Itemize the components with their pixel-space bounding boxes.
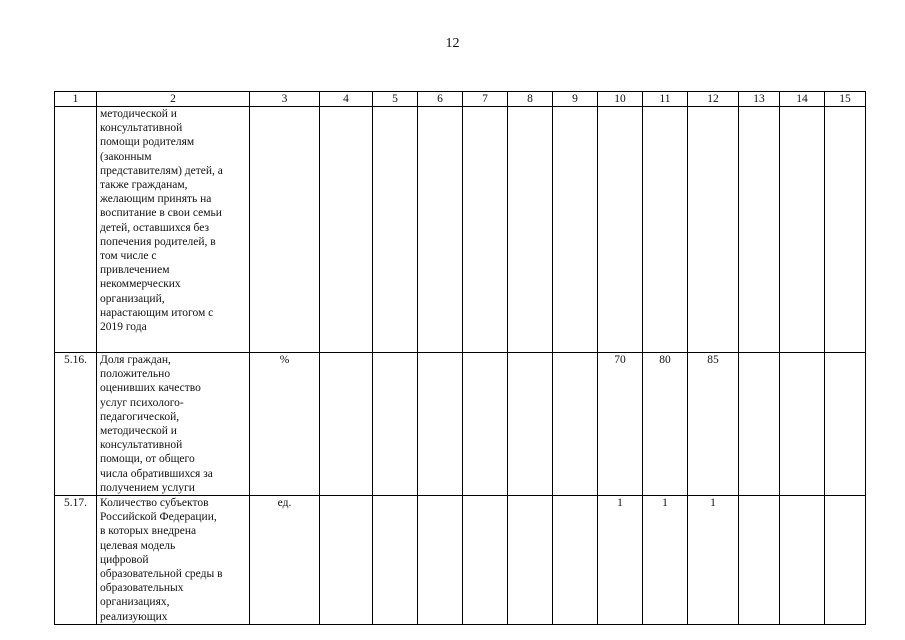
value-cell (553, 353, 598, 496)
header-cell: 11 (643, 92, 688, 107)
indicator-name-line: реализующих (100, 610, 168, 623)
indicator-name-line: 2019 года (100, 321, 147, 334)
row-number: 5.17. (55, 496, 97, 625)
value-cell (825, 353, 866, 496)
indicator-name-line: также гражданам, (100, 179, 188, 192)
value-cell (598, 107, 643, 353)
value-cell (463, 353, 508, 496)
value-cell (508, 107, 553, 353)
value-cell (373, 353, 418, 496)
indicator-name-line: получением услуги (100, 481, 195, 494)
indicator-name-line: Доля граждан, (100, 354, 171, 366)
indicator-table (54, 91, 866, 625)
header-cell: 2 (97, 92, 250, 107)
value-cell (825, 496, 866, 625)
value-cell (320, 107, 373, 353)
value-cell: 85 (688, 353, 739, 496)
indicator-name-line: помощи родителям (100, 136, 195, 149)
indicator-name-line: педагогической, (100, 410, 180, 423)
page-number: 12 (445, 36, 460, 51)
value-cell (739, 353, 780, 496)
value-cell (780, 107, 825, 353)
indicator-name (97, 107, 250, 353)
value-cell: 70 (598, 353, 643, 496)
indicator-name-line: желающим принять на (100, 193, 212, 206)
header-cell: 1 (55, 92, 97, 107)
value-cell (418, 496, 463, 625)
unit-cell: % (250, 353, 320, 496)
row-number: 5.16. (55, 353, 97, 496)
indicator-name-line: детей, оставшихся без (100, 221, 210, 234)
value-cell (418, 107, 463, 353)
row-number (55, 107, 97, 353)
indicator-name-line: образовательной среды в (100, 568, 223, 581)
value-cell (373, 496, 418, 625)
indicator-name-line: нарастающим итогом с (100, 306, 214, 319)
header-cell: 3 (250, 92, 320, 107)
value-cell (825, 107, 866, 353)
header-cell: 13 (739, 92, 780, 107)
value-cell (463, 496, 508, 625)
value-cell (739, 496, 780, 625)
value-cell: 1 (643, 496, 688, 625)
indicator-name-line: оценивших качество (100, 382, 201, 395)
header-cell: 15 (825, 92, 866, 107)
indicator-name-line: цифровой (100, 553, 149, 566)
value-cell (780, 496, 825, 625)
indicator-name-line: образовательных (100, 582, 184, 595)
value-cell (739, 107, 780, 353)
value-cell (780, 353, 825, 496)
indicator-name-line: Количество субъектов (100, 497, 209, 510)
value-cell: 1 (598, 496, 643, 625)
indicator-name-line: организаций, (100, 292, 165, 305)
indicator-name-line: том числе с (100, 250, 157, 263)
header-cell: 5 (373, 92, 418, 107)
indicator-name-line: методической и (100, 108, 177, 120)
value-cell (463, 107, 508, 353)
header-cell: 10 (598, 92, 643, 107)
indicator-name-line: представителям) детей, а (100, 164, 223, 177)
value-cell (320, 353, 373, 496)
header-cell: 4 (320, 92, 373, 107)
table-row (55, 353, 866, 496)
header-cell: 7 (463, 92, 508, 107)
value-cell: 80 (643, 353, 688, 496)
indicator-name-line: положительно (100, 368, 171, 381)
indicator-name (97, 496, 250, 625)
header-row (55, 92, 866, 107)
indicator-name-line: организациях, (100, 596, 170, 609)
value-cell (418, 353, 463, 496)
value-cell (553, 496, 598, 625)
indicator-name-line: (законным (100, 150, 152, 163)
indicator-name-line: Российской Федерации, (100, 511, 217, 524)
indicator-name-line: некоммерческих (100, 278, 181, 291)
value-cell (508, 496, 553, 625)
header-cell: 12 (688, 92, 739, 107)
indicator-name-line: воспитание в свои семьи (100, 207, 222, 220)
header-cell: 8 (508, 92, 553, 107)
value-cell (320, 496, 373, 625)
header-cell: 14 (780, 92, 825, 107)
value-cell (643, 107, 688, 353)
indicator-name-line: в которых внедрена (100, 525, 197, 538)
indicator-name-line: привлечением (100, 264, 170, 277)
value-cell: 1 (688, 496, 739, 625)
indicator-name-line: числа обратившихся за (100, 467, 213, 480)
indicator-name-line: услуг психолого- (100, 396, 184, 409)
table-row (55, 496, 866, 625)
indicator-name (97, 353, 250, 496)
value-cell (373, 107, 418, 353)
unit-cell (250, 107, 320, 353)
indicator-name-line: консультативной (100, 439, 183, 452)
unit-cell: ед. (250, 496, 320, 625)
header-cell: 9 (553, 92, 598, 107)
indicator-name-line: помощи, от общего (100, 453, 195, 466)
value-cell (508, 353, 553, 496)
indicator-name-line: методической и (100, 425, 177, 438)
indicator-name-line: консультативной (100, 122, 183, 135)
value-cell (688, 107, 739, 353)
indicator-name-line: целевая модель (100, 539, 176, 552)
table-row (55, 107, 866, 353)
value-cell (553, 107, 598, 353)
header-cell: 6 (418, 92, 463, 107)
indicator-name-line: попечения родителей, в (100, 235, 216, 248)
